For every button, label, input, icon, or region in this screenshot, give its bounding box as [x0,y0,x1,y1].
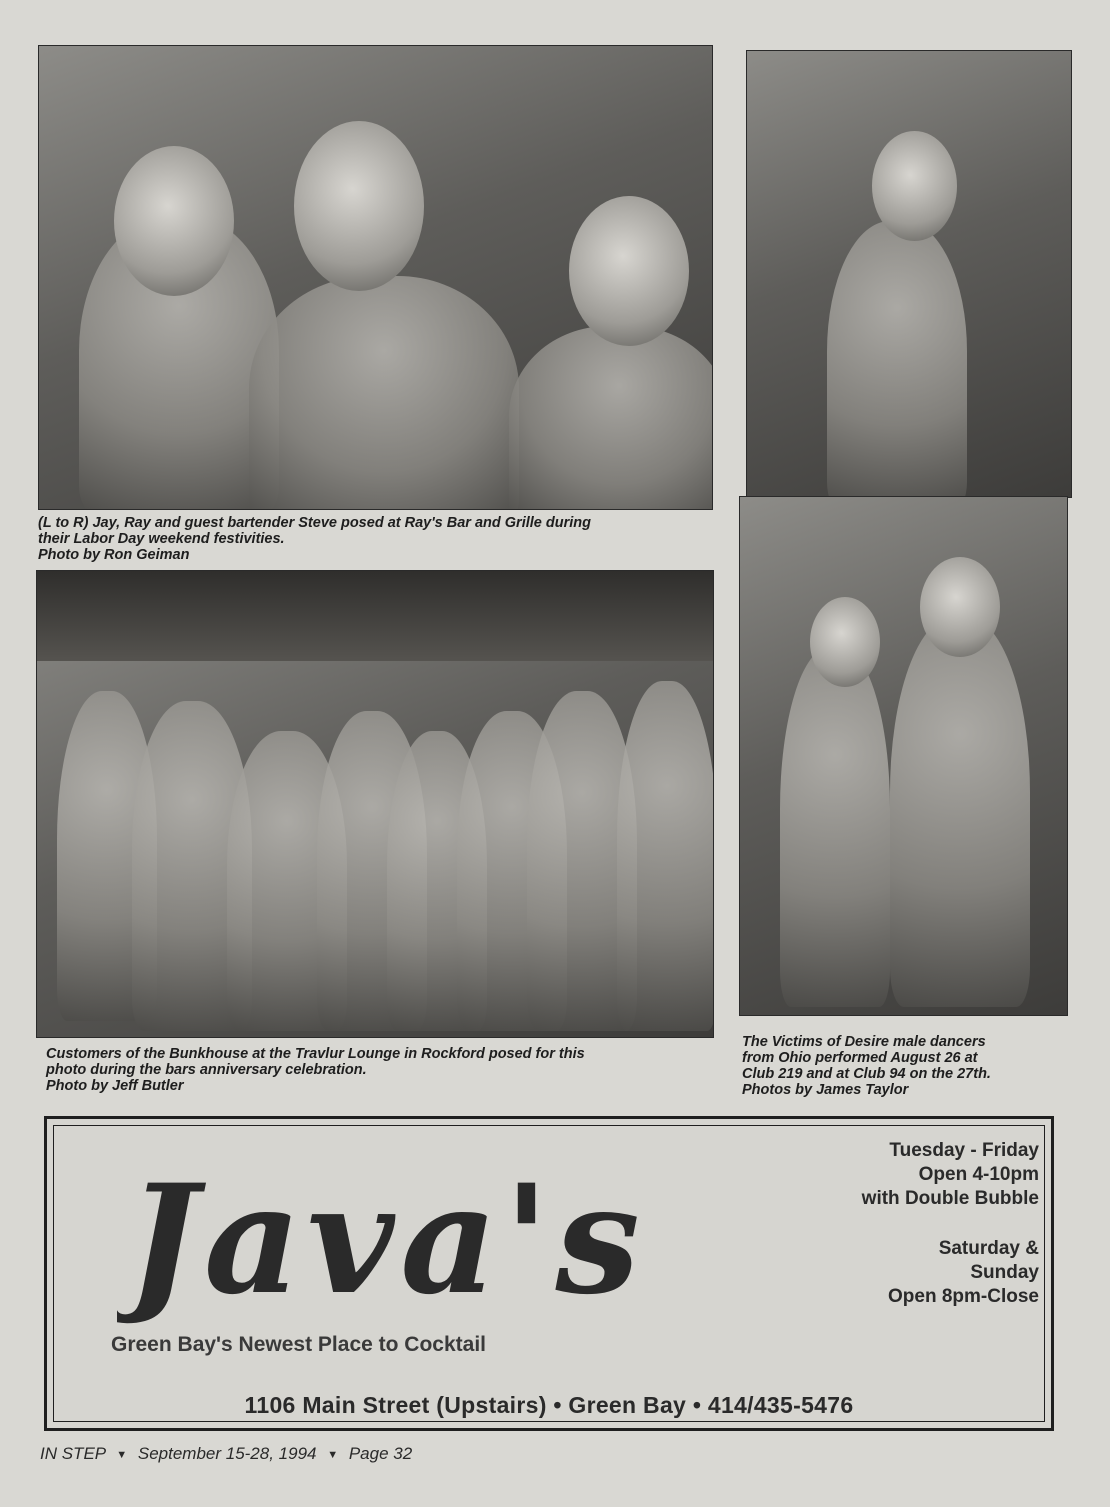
hours-weekday [862,1139,1039,1211]
photo-dancers-bottom [739,496,1068,1016]
ad-tagline: Green Bay's Newest Place to Cocktail [111,1333,486,1356]
triangle-separator-icon: ▼ [116,1449,128,1461]
hours-line: Open 8pm-Close [888,1286,1039,1307]
page-number: Page 32 [348,1444,413,1463]
hours-line: Tuesday - Friday [889,1140,1039,1161]
javas-advertisement [44,1116,1054,1431]
hours-line: with Double Bubble [861,1188,1039,1209]
javas-logo [117,1127,777,1327]
javas-logo-text: Java's [127,1152,646,1327]
caption-credit: Photos by James Taylor [742,1082,909,1098]
caption-bunkhouse [46,1046,726,1094]
publication-name: IN STEP [40,1444,106,1463]
caption-bar-trio [38,515,718,563]
hours-line: Open 4-10pm [918,1164,1039,1185]
caption-line: (L to R) Jay, Ray and guest bartender Steve posed at Ray's Bar and Grille during [38,515,591,531]
hours-line: Saturday & [938,1238,1039,1259]
photo-dancer-top [746,50,1072,498]
caption-line: their Labor Day weekend festivities. [38,531,285,547]
caption-line: from Ohio performed August 26 at [742,1050,978,1066]
triangle-separator-icon: ▼ [327,1449,339,1461]
photo-bar-trio [38,45,713,510]
photo-bunkhouse-group [36,570,714,1038]
ad-address: 1106 Main Street (Upstairs) • Green Bay • 414/435-5476 [244,1392,854,1418]
issue-dates: September 15-28, 1994 [137,1444,317,1463]
caption-credit: Photo by Jeff Butler [46,1078,184,1094]
caption-dancers [742,1034,1062,1098]
hours-line: Sunday [970,1262,1039,1283]
hours-weekend [888,1237,1039,1309]
caption-line: photo during the bars anniversary celebration. [46,1062,367,1078]
caption-line: The Victims of Desire male dancers [742,1034,986,1050]
caption-credit: Photo by Ron Geiman [38,547,190,563]
page-footer [40,1444,412,1464]
caption-line: Club 219 and at Club 94 on the 27th. [742,1066,991,1082]
caption-line: Customers of the Bunkhouse at the Travlur Lounge in Rockford posed for this [46,1046,585,1062]
